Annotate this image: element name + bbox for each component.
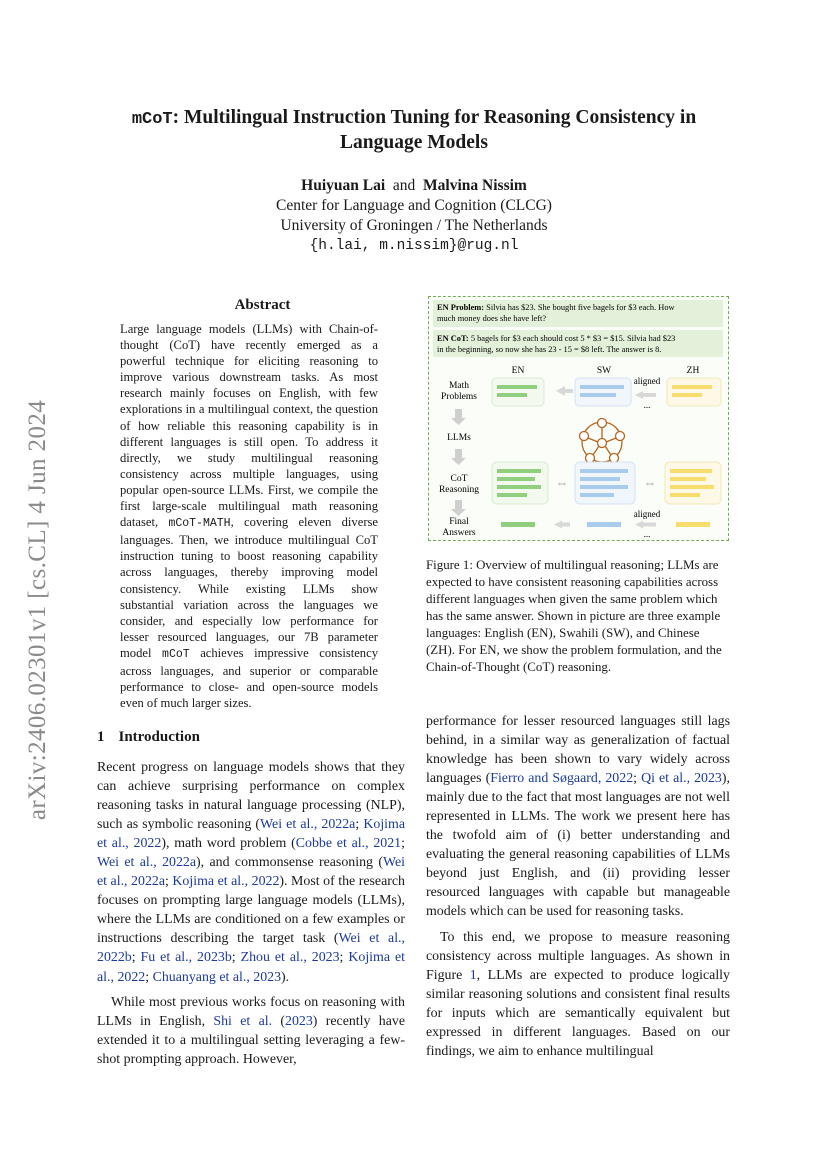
row-label-cot-2: Reasoning — [438, 485, 480, 495]
row-label-cot-1: CoT — [450, 474, 468, 484]
section-number: 1 — [97, 729, 105, 745]
cot-reasoning-zh — [665, 462, 721, 504]
paragraph-text: ). — [281, 969, 290, 985]
down-arrow-icon — [451, 458, 466, 465]
citation-link[interactable]: Cobbe et al., 2021 — [295, 836, 402, 852]
paragraph-text: Recent progress on language models shows that they can achieve surprising performance on complex reasoning tasks in natural language processing (NLP), such as symbolic reasoning ( — [97, 760, 405, 833]
problem-body-1: Silvia has $23. She bought five bagels for $3 each. How — [486, 303, 675, 312]
column-header-sw: SW — [596, 366, 612, 376]
paragraph-text: ; — [131, 950, 141, 966]
abstract-text-2: , covering eleven diverse languages. Then, we introduce multilingual CoT instruction tuning to boost reasoning capability across languages, thereby improving model consistency. While existing LLMs show substantial variation across the languages we consider, and especially low performance for lesser resourced languages, our 7B parameter model — [120, 515, 378, 660]
citation-link[interactable]: Wei et al., 2022a — [97, 855, 197, 871]
section-heading-introduction — [97, 729, 200, 746]
final-answer-sw — [587, 522, 621, 527]
citation-link[interactable]: Shi et al. — [213, 1013, 273, 1029]
down-arrow-icon — [451, 418, 466, 425]
paragraph-text: To this end, we propose to measure reasoning consistency across multiple languages. As shown in Figure — [426, 929, 730, 983]
final-answer-zh — [676, 522, 710, 527]
intro-left-column — [97, 758, 405, 1069]
figure-1-caption: Figure 1: Overview of multilingual reasoning; LLMs are expected to have consistent reasoning capabilities across different languages when given the same problem which has the same answer. Shown in picture are three example languages: English (EN), Swahili (SW), and Chinese (ZH). For EN, we show the problem formulation, and the Chain-of-Thought (CoT) reasoning. — [426, 558, 722, 674]
paragraph-text: ( — [272, 1013, 286, 1029]
citation-link[interactable]: Kojima et al., 2022 — [97, 817, 406, 852]
row-label-math-1: Math — [448, 381, 470, 391]
cot-label: EN CoT: — [437, 334, 469, 343]
title-line-1: : Multilingual Instruction Tuning for Reasoning Consistency in — [172, 107, 697, 128]
dataset-name: mCoT-MATH — [168, 517, 231, 531]
author-name-2: Malvina Nissim — [423, 177, 527, 194]
affiliation-line-1: Center for Language and Cognition (CLCG) — [276, 197, 552, 214]
author-conjunction: and — [392, 177, 416, 194]
paragraph-text: performance for lesser resourced languages still lags behind, in a similar way as generalization of factual knowledge has been shown to vary widely across languages ( — [426, 714, 730, 787]
paragraph-text: ) recently have extended it to a multilingual setting leveraging a few-shot prompting approach. However, — [97, 1013, 405, 1067]
math-problem-en — [492, 378, 544, 406]
abstract-body — [120, 321, 378, 711]
citation-link[interactable]: Kojima et al., 2022 — [97, 950, 405, 985]
cot-reasoning-en — [492, 462, 548, 504]
model-name: mCoT — [162, 647, 190, 661]
aligned-label-bottom: aligned — [633, 509, 661, 519]
down-arrow-icon — [451, 509, 466, 516]
final-answer-en — [501, 522, 535, 527]
arxiv-identifier: arXiv:2406.02301v1 [cs.CL] 4 Jun 2024 — [24, 399, 51, 821]
paragraph-text: ; — [145, 969, 153, 985]
paragraph-text: While most previous works focus on reasoning with LLMs in English, — [97, 994, 405, 1029]
intro-paragraph-3 — [426, 712, 730, 922]
paragraph-text: ), math word problem ( — [161, 836, 296, 852]
problem-body-2: much money does she have left? — [437, 314, 547, 323]
arxiv-sidebar — [18, 360, 58, 860]
paragraph-text: ). Most of the research focuses on prompting large language models (LLMs), where the LLMs are conditioned on a few examples or instructions describing the target task ( — [97, 874, 405, 947]
citation-link[interactable]: Zhou et al., 2023 — [240, 950, 340, 966]
title-line-2: Language Models — [340, 132, 488, 153]
problem-label: EN Problem: — [437, 303, 485, 312]
row-label-llms: LLMs — [447, 433, 471, 443]
affiliation-line-2: University of Groningen / The Netherlands — [280, 217, 548, 234]
cot-text — [437, 334, 675, 343]
title-model-name: mCoT — [131, 110, 173, 129]
problem-text — [437, 303, 676, 312]
paragraph-text: , LLMs are expected to produce logically similar reasoning solutions and consistent final results for inputs which are semantically equivalent but expressed in different languages. Based on our findings, we aim to enhance multilingual — [426, 967, 730, 1059]
intro-paragraph-4 — [426, 928, 730, 1061]
citation-link[interactable]: Chuanyang et al., 2023 — [152, 969, 282, 985]
ellipsis-bottom: ... — [643, 529, 651, 539]
citation-link[interactable]: Wei et al., 2022a — [97, 855, 405, 890]
author-block — [100, 176, 728, 256]
citation-link[interactable]: 2023 — [285, 1013, 313, 1029]
citation-link[interactable]: Qi et al., 2023 — [641, 771, 722, 787]
citation-link[interactable]: Kojima et al., 2022 — [172, 874, 280, 890]
intro-paragraph-1 — [97, 758, 405, 987]
paragraph-text: ; — [401, 836, 405, 852]
paragraph-text: ), and commonsense reasoning ( — [196, 855, 383, 871]
row-label-final-1: Final — [449, 517, 469, 527]
left-arrow-icon — [635, 521, 643, 529]
cot-reasoning-sw — [575, 462, 635, 504]
citation-link[interactable]: Fierro and Søgaard, 2022 — [490, 771, 634, 787]
author-emails: {h.lai, m.nissim}@rug.nl — [309, 238, 519, 254]
paragraph-text: ), mainly due to the fact that most languages are not well represented in LLMs. The work we present here has the twofold aim of (i) better understanding and evaluating the general reasoning capabilities of LLMs beyond just English, and (ii) providing lesser resourced languages with capable but manageable models which can be used for reasoning tasks. — [426, 771, 730, 920]
abstract-text-1: Large language models (LLMs) with Chain-of-thought (CoT) have recently emerged as a powerful technique for eliciting reasoning to improve various downstream tasks. As most research mainly focuses on English, with few explorations in a multilingual context, the question of how reliable this reasoning capability is in different languages is still open. To address it directly, we study multilingual reasoning consistency across multiple languages, using popular open-source LLMs. First, we compile the first large-scale multilingual math reasoning dataset, — [120, 322, 378, 530]
paper-title — [100, 106, 728, 154]
double-arrow-icon: ⇔ — [643, 475, 657, 490]
ellipsis-top: ... — [643, 400, 651, 410]
llm-network-icon — [580, 419, 625, 463]
cot-body-2: in the beginning, so now she has 23 - 15 = $8 left. The answer is 8. — [437, 345, 662, 354]
cot-body-1: 5 bagels for $3 each should cost 5 * $3 = $15. Silvia had $23 — [470, 334, 676, 343]
left-arrow-icon — [635, 391, 643, 399]
intro-paragraph-2 — [97, 993, 405, 1069]
column-header-zh: ZH — [686, 366, 700, 376]
paragraph-text: ; — [633, 771, 642, 787]
abstract-heading: Abstract — [234, 297, 291, 313]
citation-link[interactable]: Fu et al., 2023b — [140, 950, 232, 966]
down-arrow-shaft — [455, 500, 462, 510]
double-arrow-icon: ⇔ — [555, 475, 569, 490]
down-arrow-shaft — [455, 409, 462, 419]
down-arrow-shaft — [455, 449, 462, 459]
row-label-math-2: Problems — [441, 392, 477, 402]
left-arrow-icon — [554, 521, 562, 529]
abstract-text-3: achieves impressive consistency across languages, and superior or comparable performance to close- and open-source models even of much larger sizes. — [120, 645, 378, 711]
figure-1 — [428, 296, 729, 541]
citation-link[interactable]: Wei et al., 2022a — [260, 817, 356, 833]
author-name-1: Huiyuan Lai — [301, 177, 386, 194]
math-problem-sw — [575, 378, 631, 406]
paragraph-text: ; — [165, 874, 173, 890]
citation-link[interactable]: Wei et al., 2022b — [97, 931, 405, 966]
citation-link[interactable]: 1 — [469, 967, 477, 983]
intro-right-column — [426, 712, 730, 1061]
math-problem-zh — [667, 378, 721, 406]
left-arrow-icon — [556, 386, 565, 396]
paragraph-text: ; — [355, 817, 364, 833]
aligned-label-top: aligned — [633, 376, 661, 386]
paragraph-text: ; — [231, 950, 241, 966]
section-title: Introduction — [118, 729, 200, 745]
paragraph-text: ; — [339, 950, 349, 966]
row-label-final-2: Answers — [442, 528, 476, 538]
column-header-en: EN — [511, 366, 525, 376]
